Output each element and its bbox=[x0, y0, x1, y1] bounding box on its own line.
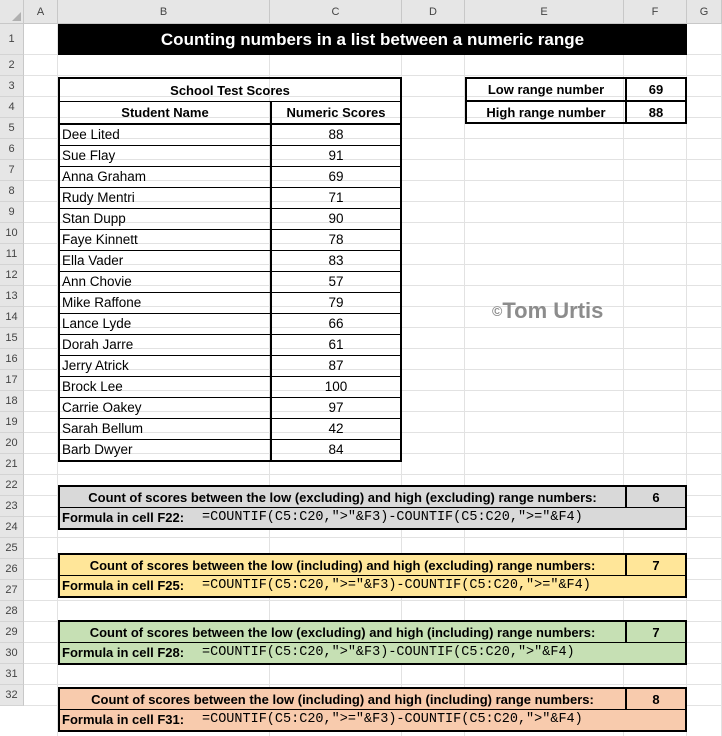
table-row bbox=[60, 167, 400, 188]
student-name-cell[interactable]: Lance Lyde bbox=[62, 316, 132, 331]
table-row bbox=[60, 272, 400, 293]
column-header-e[interactable]: E bbox=[465, 0, 624, 24]
score-cell[interactable]: 90 bbox=[328, 211, 344, 226]
row-header-28[interactable]: 28 bbox=[0, 601, 24, 622]
row-header-29[interactable]: 29 bbox=[0, 622, 24, 643]
formula-text[interactable]: =COUNTIF(C5:C20,">="&F3)-COUNTIF(C5:C20,">="&F4) bbox=[202, 578, 591, 593]
score-cell[interactable]: 79 bbox=[328, 295, 344, 310]
formula-text[interactable]: =COUNTIF(C5:C20,">="&F3)-COUNTIF(C5:C20,">"&F4) bbox=[202, 712, 583, 727]
table-row bbox=[60, 419, 400, 440]
row-header-25[interactable]: 25 bbox=[0, 538, 24, 559]
watermark bbox=[492, 298, 603, 324]
student-name-cell[interactable]: Dee Lited bbox=[62, 127, 120, 142]
score-cell[interactable]: 97 bbox=[328, 400, 344, 415]
row-header-23[interactable]: 23 bbox=[0, 496, 24, 517]
table-row bbox=[60, 440, 400, 461]
score-cell[interactable]: 66 bbox=[328, 316, 344, 331]
student-name-cell[interactable]: Sarah Bellum bbox=[62, 421, 144, 436]
row-header-12[interactable]: 12 bbox=[0, 265, 24, 286]
student-name-cell[interactable]: Brock Lee bbox=[62, 379, 123, 394]
row-header-24[interactable]: 24 bbox=[0, 517, 24, 538]
scores-table bbox=[58, 77, 402, 462]
column-header-f[interactable]: F bbox=[624, 0, 687, 24]
count-value[interactable]: 6 bbox=[652, 490, 660, 505]
row-header-7[interactable]: 7 bbox=[0, 160, 24, 181]
student-name-cell[interactable]: Barb Dwyer bbox=[62, 442, 133, 457]
row-header-15[interactable]: 15 bbox=[0, 328, 24, 349]
formula-text[interactable]: =COUNTIF(C5:C20,">"&F3)-COUNTIF(C5:C20,">="&F4) bbox=[202, 510, 583, 525]
row-header-26[interactable]: 26 bbox=[0, 559, 24, 580]
table-row bbox=[60, 188, 400, 209]
table-row bbox=[60, 377, 400, 398]
table-row bbox=[60, 146, 400, 167]
score-cell[interactable]: 83 bbox=[328, 253, 344, 268]
range-box bbox=[465, 77, 687, 124]
student-name-cell[interactable]: Mike Raffone bbox=[62, 295, 142, 310]
count-value[interactable]: 8 bbox=[652, 692, 660, 707]
row-header-17[interactable]: 17 bbox=[0, 370, 24, 391]
row-header-4[interactable]: 4 bbox=[0, 97, 24, 118]
row-header-30[interactable]: 30 bbox=[0, 643, 24, 664]
table-row bbox=[60, 335, 400, 356]
row-header-21[interactable]: 21 bbox=[0, 454, 24, 475]
score-cell[interactable]: 91 bbox=[328, 148, 344, 163]
student-name-cell[interactable]: Faye Kinnett bbox=[62, 232, 138, 247]
table-row bbox=[60, 293, 400, 314]
count-label[interactable]: Count of scores between the low (including) and high (excluding) range numbers: bbox=[89, 558, 596, 573]
row-header-5[interactable]: 5 bbox=[0, 118, 24, 139]
table-row bbox=[60, 125, 400, 146]
column-header-c[interactable]: C bbox=[270, 0, 402, 24]
score-cell[interactable]: 100 bbox=[324, 379, 348, 394]
high-range-value[interactable]: 88 bbox=[648, 105, 664, 120]
select-all-corner[interactable] bbox=[0, 0, 24, 24]
table-row bbox=[60, 230, 400, 251]
low-range-label[interactable]: Low range number bbox=[487, 82, 605, 97]
row-header-32[interactable]: 32 bbox=[0, 685, 24, 706]
table-row bbox=[60, 398, 400, 419]
row-header-18[interactable]: 18 bbox=[0, 391, 24, 412]
copyright-symbol: © bbox=[492, 303, 503, 319]
row-header-3[interactable]: 3 bbox=[0, 76, 24, 97]
count-value[interactable]: 7 bbox=[652, 625, 660, 640]
count-label[interactable]: Count of scores between the low (excluding) and high (excluding) range numbers: bbox=[88, 490, 597, 505]
student-name-cell[interactable]: Anna Graham bbox=[62, 169, 147, 184]
low-range-value[interactable]: 69 bbox=[648, 82, 664, 97]
table-row bbox=[60, 251, 400, 272]
row-header-27[interactable]: 27 bbox=[0, 580, 24, 601]
row-header-8[interactable]: 8 bbox=[0, 181, 24, 202]
header-numeric-scores[interactable]: Numeric Scores bbox=[272, 102, 400, 125]
row-header-22[interactable]: 22 bbox=[0, 475, 24, 496]
watermark-text: Tom Urtis bbox=[502, 298, 604, 323]
student-name-cell[interactable]: Sue Flay bbox=[62, 148, 116, 163]
score-cell[interactable]: 69 bbox=[328, 169, 344, 184]
student-name-cell[interactable]: Ella Vader bbox=[62, 253, 124, 268]
table-row bbox=[60, 209, 400, 230]
column-header-a[interactable]: A bbox=[24, 0, 58, 24]
score-cell[interactable]: 57 bbox=[328, 274, 344, 289]
row-header-31[interactable]: 31 bbox=[0, 664, 24, 685]
result-box-1 bbox=[58, 485, 687, 530]
student-name-cell[interactable]: Dorah Jarre bbox=[62, 337, 134, 352]
count-value[interactable]: 7 bbox=[652, 558, 660, 573]
header-student-name[interactable]: Student Name bbox=[60, 102, 270, 125]
count-label[interactable]: Count of scores between the low (including) and high (including) range numbers: bbox=[91, 692, 594, 707]
score-cell[interactable]: 71 bbox=[328, 190, 344, 205]
formula-label[interactable]: Formula in cell F31: bbox=[62, 712, 185, 727]
score-cell[interactable]: 84 bbox=[328, 442, 344, 457]
score-cell[interactable]: 88 bbox=[328, 127, 344, 142]
result-box-2 bbox=[58, 553, 687, 598]
table-row bbox=[60, 356, 400, 377]
student-name-cell[interactable]: Ann Chovie bbox=[62, 274, 132, 289]
student-name-cell[interactable]: Stan Dupp bbox=[62, 211, 126, 226]
row-header-20[interactable]: 20 bbox=[0, 433, 24, 454]
student-name-cell[interactable]: Rudy Mentri bbox=[62, 190, 135, 205]
page-title: Counting numbers in a list between a numeric range bbox=[58, 24, 687, 55]
row-header-1[interactable]: 1 bbox=[0, 24, 24, 55]
row-header-13[interactable]: 13 bbox=[0, 286, 24, 307]
score-cell[interactable]: 87 bbox=[328, 358, 344, 373]
result-box-4 bbox=[58, 687, 687, 732]
student-name-cell[interactable]: Carrie Oakey bbox=[62, 400, 142, 415]
row-header-14[interactable]: 14 bbox=[0, 307, 24, 328]
formula-label[interactable]: Formula in cell F22: bbox=[62, 510, 185, 525]
row-header-11[interactable]: 11 bbox=[0, 244, 24, 265]
row-header-2[interactable]: 2 bbox=[0, 55, 24, 76]
column-header-g[interactable]: G bbox=[687, 0, 722, 24]
score-cell[interactable]: 61 bbox=[328, 337, 344, 352]
column-header-d[interactable]: D bbox=[402, 0, 465, 24]
score-cell[interactable]: 42 bbox=[328, 421, 344, 436]
formula-label[interactable]: Formula in cell F28: bbox=[62, 645, 185, 660]
table-row bbox=[60, 314, 400, 335]
row-header-9[interactable]: 9 bbox=[0, 202, 24, 223]
score-cell[interactable]: 78 bbox=[328, 232, 344, 247]
student-name-cell[interactable]: Jerry Atrick bbox=[62, 358, 129, 373]
table-title: School Test Scores bbox=[60, 79, 400, 102]
row-header-19[interactable]: 19 bbox=[0, 412, 24, 433]
formula-label[interactable]: Formula in cell F25: bbox=[62, 578, 185, 593]
high-range-label[interactable]: High range number bbox=[486, 105, 606, 120]
count-label[interactable]: Count of scores between the low (excluding) and high (including) range numbers: bbox=[89, 625, 596, 640]
column-header-b[interactable]: B bbox=[58, 0, 270, 24]
row-header-16[interactable]: 16 bbox=[0, 349, 24, 370]
formula-text[interactable]: =COUNTIF(C5:C20,">"&F3)-COUNTIF(C5:C20,">"&F4) bbox=[202, 645, 575, 660]
row-header-6[interactable]: 6 bbox=[0, 139, 24, 160]
result-box-3 bbox=[58, 620, 687, 665]
row-header-10[interactable]: 10 bbox=[0, 223, 24, 244]
